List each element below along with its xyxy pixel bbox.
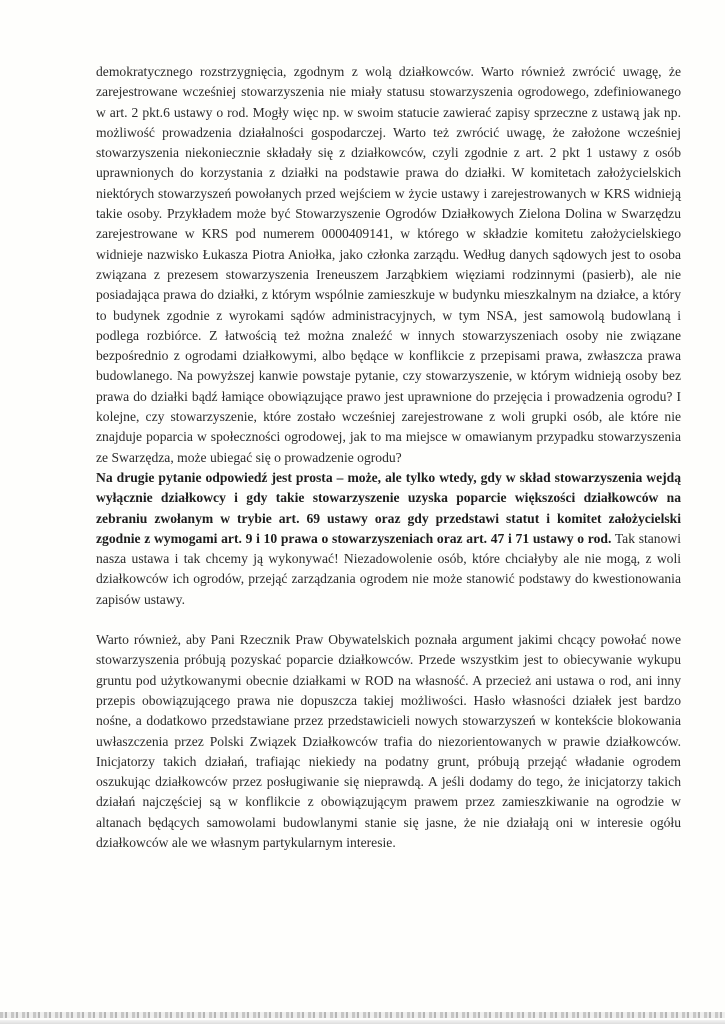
scan-bottom-border [0,1020,725,1024]
paragraph-2 [96,468,681,610]
paragraph-1: demokratycznego rozstrzygnięcia, zgodnym z wolą działkowców. Warto również zwrócić uwagę, że zarejestrowane wcześniej stowarzyszenia nie miały statusu stowarzyszenia ogrodowego, zdefiniowanego w art. 2 pkt.6 ustawy o rod. Mogły więc np. w swoim statucie zawierać zapisy sprzeczne z ustawą jak np. możliwość prowadzenia działalności gospodarczej. Warto też zwrócić uwagę, że założone wcześniej stowarzyszenia niekoniecznie składały się z działkowców, czyli zgodnie z art. 2 pkt 1 ustawy z osób uprawnionych do korzystania z działki na podstawie prawa do działki. W komitetach założycielskich niektórych stowarzyszeń powołanych przed wejściem w życie ustawy i zarejestrowanych w KRS widnieją takie osoby. Przykładem może być Stowarzyszenie Ogrodów Działkowych Zielona Dolina w Swarzędzu zarejestrowane w KRS pod numerem 0000409141, w którego w składzie komitetu założycielskiego widnieje nazwisko Łukasza Piotra Aniołka, jako członka zarządu. Według danych sądowych jest to osoba związana z prezesem stowarzyszenia Ireneuszem Jarząbkiem więziami rodzinnymi (pasierb), ale nie posiadająca prawa do działki, z którym wspólnie zamieszkuje w budynku mieszkalnym na działce, a który to budynek zgodnie z wyrokami sądów administracyjnych, w tym NSA, jest samowolą budowlaną i podlega rozbiórce. Z łatwością też można znaleźć w innych stowarzyszeniach osoby nie związane bezpośrednio z ogrodami działkowymi, albo będące w konflikcie z przepisami prawa, zwłaszcza prawa budowlanego. Na powyższej kanwie powstaje pytanie, czy stowarzyszenie, w którym widnieją osoby bez prawa do działki bądź łamiące obowiązujące prawo jest uprawnione do przejęcia i prowadzenia ogrodu? I kolejne, czy stowarzyszenie, które zostało wcześniej zarejestrowane z woli grupki osób, ale które nie znajduje poparcia w społeczności ogrodowej, jak to ma miejsce w omawianym przypadku stowarzyszenia ze Swarzędza, może ubiegać się o prowadzenie ogrodu? [96,64,681,465]
paragraph-2-regular-text: Tak stanowi nasza ustawa i tak chcemy ją wykonywać! Niezadowolenie osób, które chciałyby ale nie mogą, z woli działkowców ich ogrodów, przejąć zarządzania ogrodem nie może stanowić podstawy do kwestionowania zapisów ustawy. [96,530,681,607]
paragraph-3: Warto również, aby Pani Rzecznik Praw Obywatelskich poznała argument jakimi chcący powołać nowe stowarzyszenia próbują pozyskać poparcie działkowców. Przede wszystkim jest to obiecywanie wykupu gruntu pod użytkowanymi obecnie działkami w ROD na własność. A przecież ani ustawa o rod, ani inny przepis obowiązującego prawa nie dopuszcza takiej możliwości. Hasło własności działek jest bardzo nośne, a dodatkowo przedstawiane przez przedstawicieli nowych stowarzyszeń w kontekście blokowania uwłaszczenia przez Polski Związek Działkowców trafia do niezorientowanych w prawie działkowców. Inicjatorzy takich działań, trafiając niekiedy na podatny grunt, próbują przejąć władanie ogrodem oszukując działkowców przez posługiwanie się nieprawdą. A jeśli dodamy do tego, że inicjatorzy takich działań najczęściej są w konflikcie z obowiązującym prawem przez zamieszkiwanie na ogrodzie w altanach będących samowolami budowlanymi stanie się jasne, że nie działają oni w interesie ogółu działkowców ale we własnym partykularnym interesie. [96,632,681,850]
document-body [96,62,681,853]
paragraph-2-bold-text: Na drugie pytanie odpowiedź jest prosta – może, ale tylko wtedy, gdy w skład stowarzyszenia wejdą wyłącznie działkowcy i gdy takie stowarzyszenie uzyska poparcie większości działkowców na zebraniu zwołanym w trybie art. 69 ustawy oraz gdy przedstawi statut i komitet założycielski zgodnie z wymogami art. 9 i 10 prawa o stowarzyszeniach oraz art. 47 i 71 ustawy o rod. [96,469,681,546]
scan-bottom-edge [0,1012,725,1018]
